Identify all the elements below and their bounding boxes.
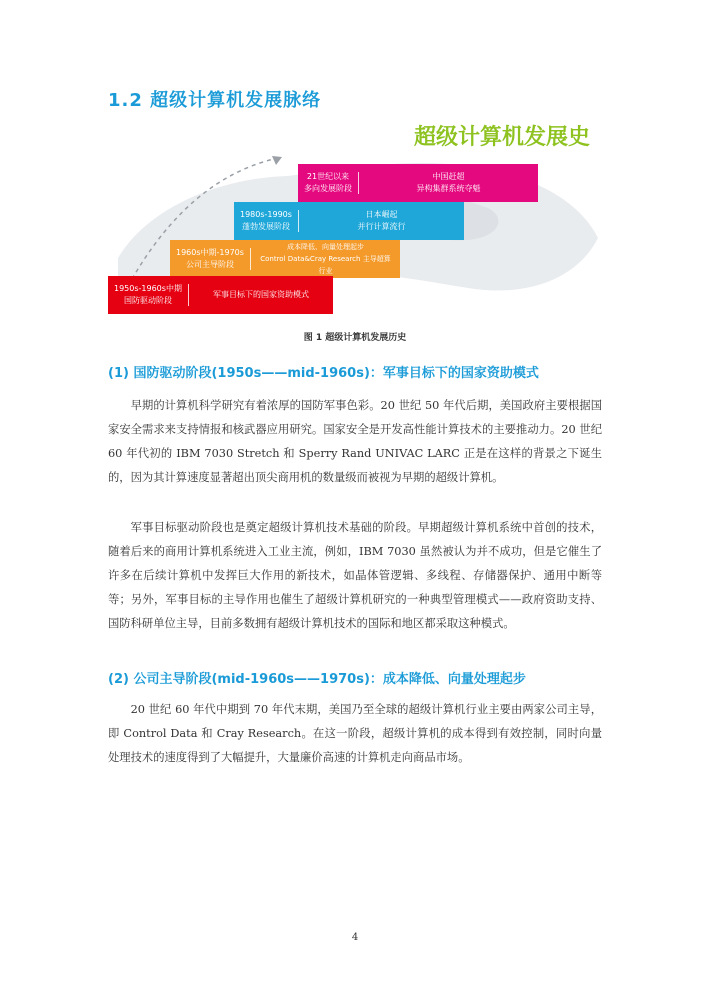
stage-description: 日本崛起 并行计算流行 <box>357 210 406 231</box>
stage-boom <box>234 202 464 240</box>
subsection-heading: (1) 国防驱动阶段(1950s——mid-1960s)：军事目标下的国家资助模式 <box>108 366 539 381</box>
section-title: 1.2 超级计算机发展脉络 <box>108 90 322 111</box>
stage-description: 军事目标下的国家资助模式 <box>212 290 309 299</box>
subsection-heading: (2) 公司主导阶段(mid-1960s——1970s)：成本降低、向量处理起步 <box>108 672 526 687</box>
paragraph: 早期的计算机科学研究有着浓厚的国防军事色彩。20 世纪 50 年代后期，美国政府主要根据国家安全需求来支持情报和核武器应用研究。国家安全是开发高性能计算技术的主要推动力。20 世纪 60 年代初的 IBM 7030 Stretch 和 Sperry Rand UNIVAC LARC 正是在这样的背景之下诞生的，因为其计算速度显著超出顶尖商用机的数量级而被视为早期的超级计算机。 <box>108 399 602 484</box>
history-figure <box>108 120 602 316</box>
stage-multi-direction <box>298 164 538 202</box>
stage-company-led <box>170 240 400 278</box>
stage-period-label: 1980s-1990s 蓬勃发展阶段 <box>240 210 292 231</box>
stage-period-label: 1950s-1960s中期 国防驱动阶段 <box>114 284 182 305</box>
figure-title: 超级计算机发展史 <box>413 125 590 150</box>
stage-description: 中国赶超 异构集群系统夺魁 <box>416 172 481 193</box>
stage-defense-driven <box>108 276 333 314</box>
stage-period-label: 21世纪以来 多向发展阶段 <box>304 172 352 193</box>
page-number: 4 <box>351 932 359 943</box>
paragraph: 20 世纪 60 年代中期到 70 年代末期，美国乃至全球的超级计算机行业主要由两家公司主导，即 Control Data 和 Cray Research。在这一阶段，超级计算机的成本得到有效控制，同时向量处理技术的速度得到了大幅提升，大量廉价高速的计算机走向商品市场。 <box>108 703 602 764</box>
figure-caption: 图 1 超级计算机发展历史 <box>303 333 407 343</box>
stage-description: 成本降低、向量处理起步 Control Data&Cray Research 主导超算行业 <box>260 243 391 275</box>
stage-period-label: 1960s中期-1970s 公司主导阶段 <box>176 248 244 269</box>
paragraph: 军事目标驱动阶段也是奠定超级计算机技术基础的阶段。早期超级计算机系统中首创的技术，随着后来的商用计算机系统进入工业主流，例如，IBM 7030 虽然被认为并不成功，但是它催生了许多在后续计算机中发挥巨大作用的新技术，如晶体管逻辑、多线程、存储器保护、通用中断等等；另外，军事目标的主导作用也催生了超级计算机研究的一种典型管理模式——政府资助支持、国防科研单位主导，目前多数拥有超级计算机技术的国际和地区都采取这种模式。 <box>108 521 602 630</box>
